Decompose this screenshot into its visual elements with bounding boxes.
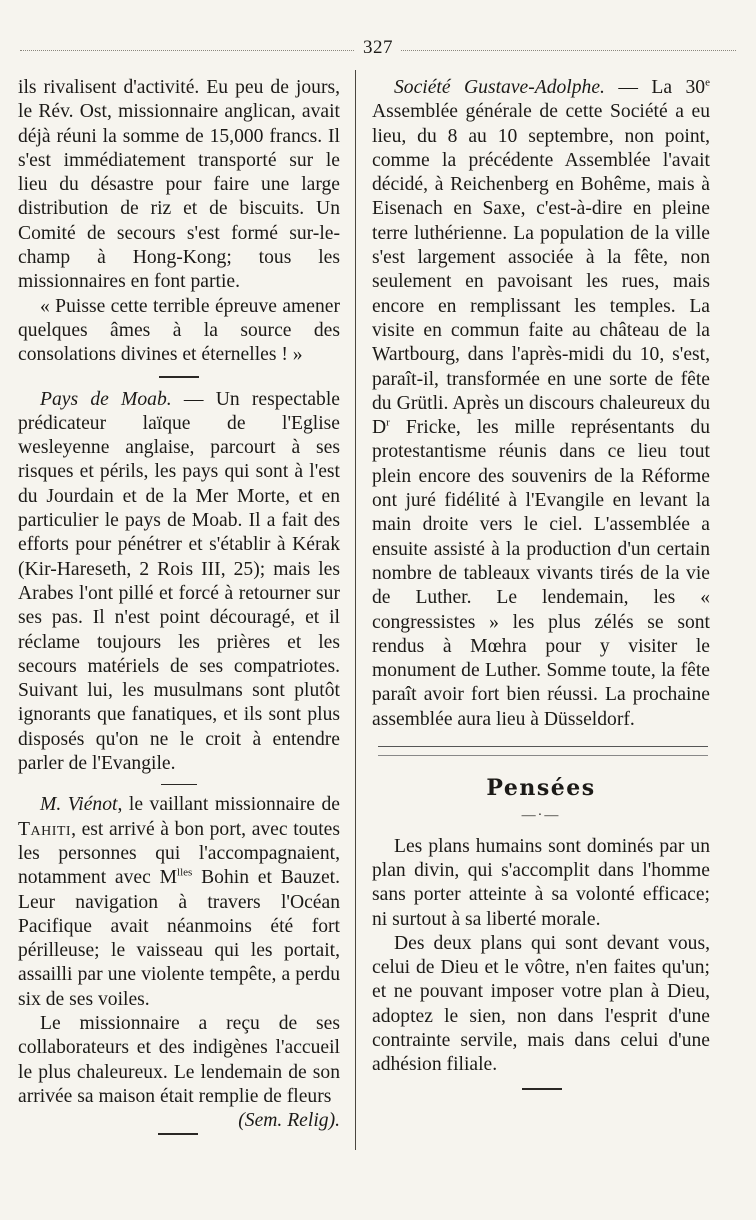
right-column	[372, 76, 710, 1090]
moab-title: Pays de Moab.	[40, 388, 172, 410]
gustave-superscript-2: r	[386, 416, 390, 429]
separator	[522, 1088, 562, 1090]
pensees-paragraph-2: Des deux plans qui sont devant vous, celui de Dieu et le vôtre, n'en faites qu'un; et ne pouvant imposer votre plan à Dieu, adoptez le sien, non dans l'esprit d'une contrainte servile, mais dans celui d'une adhésion filiale.	[372, 932, 710, 1076]
gustave-adolphe-title: Société Gustave-Adolphe.	[394, 77, 605, 98]
source-citation: (Sem. Relig).	[238, 1110, 340, 1132]
vienot-text-a: , le vaillant missionnaire de	[117, 794, 340, 816]
moab-article	[18, 388, 340, 777]
vienot-superscript: lles	[177, 866, 193, 879]
page-number: 327	[355, 37, 401, 59]
separator	[159, 376, 199, 378]
moab-text: — Un respectable prédicateur laïque de l'Eglise wesleyenne anglaise, parcourt à ses risques et périls, les pays qui sont à l'est du Jourdain et de la Mer Morte, et en particulier le pays de Moab. Il a fait des efforts pour pénétrer et s'établir à Kérak (Kir-Hareseth, 2 Rois III, 25); mais les Arabes l'ont pillé et forcé à retourner sur ses pas. Il n'est point découragé, et il réclame toujours les prières et les secours matériels de ses compatriotes. Suivant lui, les musulmans sont plutôt ignorants que fanatiques, et ils sont plus disposés qu'on ne le croit à entendre parler de l'Evangile.	[18, 388, 340, 775]
page-header	[20, 37, 736, 73]
gustave-adolphe-article	[372, 76, 710, 732]
vienot-arrival-text: Le missionnaire a reçu de ses collaborateurs et des indigènes l'accueil le plus chaleureux. Le lendemain de son arrivée sa maison était remplie de fleurs	[18, 1012, 340, 1107]
left-column	[18, 76, 340, 1135]
gustave-text-c: Fricke, les mille représentants du protestantisme réunis dans ce lieu tout plein encore des souvenirs de la Réforme ont juré fidélité à l'Evangile en levant la main droite vers le ciel. L'assemblée a ensuite assisté à la production d'un certain nombre de tableaux vivants tirés de la vie de Luther. Le lendemain, les « congressistes » les plus zélés se sont rendus à Mœhra pour y visiter le monument de Luther. Somme toute, la fête paraît avoir fort bien réussi. La prochaine assemblée aura lieu à Düsseldorf.	[372, 417, 710, 730]
hongkong-quote: « Puisse cette terrible épreuve amener quelques âmes à la source des consolations divines et éternelles ! »	[18, 295, 340, 366]
hongkong-paragraph: ils rivalisent d'activité. Eu peu de jours, le Rév. Ost, missionnaire anglican, avait déjà réuni la somme de 15,000 francs. Il s'est immédiatement transporté sur le lieu du désastre pour faire une large distribution de riz et de biscuits. Un Comité de secours s'est formé sur-le-champ à Hong-Kong; tous les missionnaires en font partie.	[18, 77, 340, 293]
column-divider	[355, 70, 356, 1150]
gustave-text-a: — La 30	[604, 77, 706, 98]
vienot-text-c: Bohin et Bauzet. Leur navigation à travers l'Océan Pacifique avait néanmoins été fort périlleuse; le vaisseau qui les portait, assailli par une violente tempête, a perdu six de ses voiles.	[18, 867, 340, 1010]
gustave-superscript: e	[705, 76, 710, 89]
section-rule	[378, 755, 708, 756]
separator	[158, 1133, 198, 1135]
heading-ornament: —·—	[521, 808, 561, 824]
vienot-name: M. Viénot	[40, 794, 118, 816]
gustave-text-b: Assemblée générale de cette Société a eu lieu, du 8 au 10 septembre, non point, comme la précédente Assemblée l'avait décidé, à Reichenberg en Bohême, mais à Eisenach en Saxe, c'est-à-dire en pleine terre luthérienne. La population de la ville s'est largement associée à la fête, non seulement en pavoisant les rues, mais encore en remplissant les temples. La visite en commun faite au château de la Wartbourg, dans l'après-midi du 10, s'est, paraît-il, transformée en une sorte de fête du Grütli. Après un discours chaleureux du D	[372, 101, 710, 439]
section-rule	[378, 746, 708, 747]
pensees-paragraph-1: Les plans humains sont dominés par un plan divin, qui s'accomplit dans l'homme sans porter atteinte à sa volonté efficace; ni surtout à sa liberté morale.	[372, 835, 710, 930]
tahiti-label: Tahiti	[18, 818, 72, 840]
separator	[161, 784, 197, 785]
vienot-text-b: , est arrivé à bon port, avec toutes les personnes qui l'accompagnaient, notamment avec M	[18, 818, 340, 889]
vienot-article	[18, 793, 340, 1012]
pensees-heading: Pensées	[486, 775, 596, 802]
vienot-arrival	[18, 1012, 340, 1132]
